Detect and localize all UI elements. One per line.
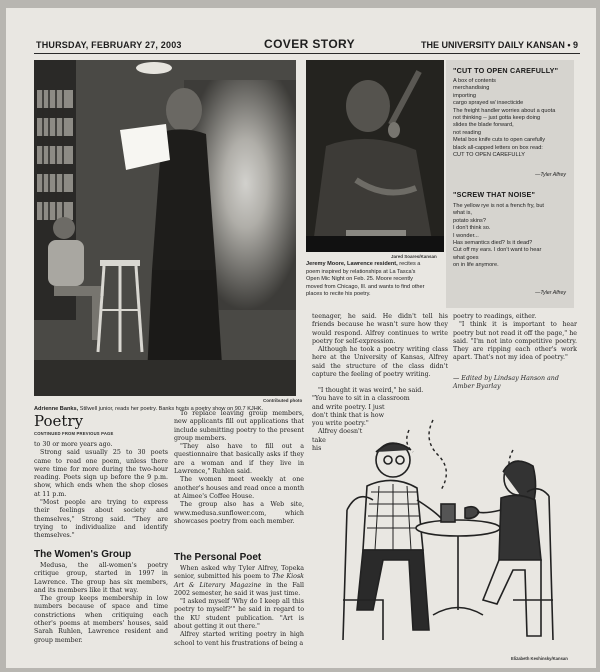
paragraph: Alfrey started writing poetry in high school to vent his frustrations of being a bbox=[174, 631, 304, 647]
poem1-line: cargo sprayed w/ insecticide bbox=[453, 100, 524, 107]
photo1-credit: Contributed photo bbox=[263, 398, 303, 403]
photo2-credit: Jared Soares/Kansan bbox=[391, 254, 437, 259]
story-column-4 bbox=[453, 313, 577, 363]
paragraph: The women meet weekly at one another's houses and read once a month at Aimee's Coffee House. bbox=[174, 476, 304, 500]
poem1-body bbox=[453, 78, 555, 159]
poem1-line: black all-capped letters on box read: bbox=[453, 144, 543, 151]
paragraph-text: in the Fall 2002 semester, he said it was just time. bbox=[174, 581, 304, 597]
poem2-line: potato skins? bbox=[453, 217, 486, 224]
poem1-line: not reading bbox=[453, 129, 481, 136]
poet-photo-image bbox=[306, 60, 444, 252]
poem1-line: not thinking -- just gotta keep doing bbox=[453, 115, 541, 122]
story-column-1b bbox=[34, 562, 168, 645]
poem1-line: Metal box knife cuts to open carefully bbox=[453, 137, 546, 144]
subhead-womens-group: The Women's Group bbox=[34, 549, 132, 560]
poem2-line: Has semantics died? Is it dead? bbox=[453, 240, 533, 247]
newspaper-page bbox=[6, 8, 596, 668]
paper-name: THE UNIVERSITY DAILY KANSAN bbox=[420, 40, 565, 50]
reading-photo bbox=[34, 60, 296, 396]
quote-line: and write poetry. I just bbox=[312, 403, 385, 411]
poem2-line: what is, bbox=[453, 210, 472, 217]
story-column-2b bbox=[174, 565, 304, 648]
photo2-caption-line-3: moved from Chicago, Ill. and wants to find other bbox=[306, 283, 425, 290]
story-column-1 bbox=[34, 441, 168, 541]
open-mic-photo bbox=[306, 60, 444, 252]
reader-photo-image bbox=[34, 60, 296, 396]
quote-line: take bbox=[312, 436, 326, 444]
illustration-credit: Elizabeth Keshinsky/Kansan bbox=[511, 656, 568, 661]
photo2-caption-name: Jeremy Moore, Lawrence resident, bbox=[306, 261, 398, 267]
paragraph: teenager, he said. He didn't tell his friends because he wasn't sure how they would respond. Alfrey continues to write poetry for self-expression. bbox=[312, 313, 448, 345]
photo2-caption-line bbox=[306, 261, 448, 269]
poem2-line: on in life anymore. bbox=[453, 262, 499, 269]
paragraph: "They also have to fill out a questionnaire that basically asks if they are a woman and if they live in Lawrence," Ruhlen said. bbox=[174, 443, 304, 476]
paragraph bbox=[174, 565, 304, 598]
photo2-caption-line-2: Open Mic Night on Feb. 25. Moore recently bbox=[306, 276, 413, 282]
poem1-line: merchandising bbox=[453, 85, 490, 92]
section-title: COVER STORY bbox=[264, 37, 356, 51]
editor-credit: — Edited by Lindsay Hanson and Amber Byarlay bbox=[453, 375, 559, 391]
paragraph: Although he took a poetry writing class here at the University of Kansas, Alfrey said the structure of the class didn't capture the feeling of poetry writing. bbox=[312, 346, 448, 379]
photo1-caption-name: Adrienne Banks, bbox=[34, 406, 79, 412]
poem1-line: The freight handler worries about a quota bbox=[453, 107, 556, 114]
poem1-title: "CUT TO OPEN CAREFULLY" bbox=[453, 66, 559, 75]
poems-sidebar bbox=[446, 60, 574, 308]
header-rule bbox=[34, 53, 580, 54]
quote-line: don't think that is how bbox=[312, 411, 384, 419]
poem1-line: CUT TO OPEN CAREFULLY bbox=[453, 152, 526, 159]
poem2-title: "SCREW THAT NOISE" bbox=[453, 190, 536, 199]
paragraph: "I think it is important to hear poetry but not read it off the page," he said. "I'm not into competitive poetry. They are ripping each other's work apart. That's not my idea of poetry." bbox=[453, 321, 577, 362]
poem2-line: I wonder... bbox=[453, 232, 479, 239]
poem1-line: A box of contents bbox=[453, 78, 496, 84]
poem1-line: importing bbox=[453, 92, 477, 99]
quote-line: you write poetry." bbox=[312, 420, 369, 428]
poem2-line: The yellow rye is not a french fry, but bbox=[453, 203, 544, 209]
photo2-caption-line-1: poem inspired by relationships at La Tasca's bbox=[306, 268, 416, 275]
poem2-line: what goes bbox=[453, 254, 479, 261]
continued-label: CONTINUED FROM PREVIOUS PAGE bbox=[34, 431, 114, 436]
magazine-title: The Kiosk Art & Literary Magazine bbox=[174, 573, 304, 589]
poem2-body bbox=[453, 203, 544, 270]
poem2-line: Cut off my ears. I don't want to hear bbox=[453, 247, 542, 254]
paragraph: "Most people are trying to express their feelings about society and themselves," Strong said. "They are trying to individualize and identify themselves." bbox=[34, 499, 168, 540]
quote-line: his bbox=[312, 445, 322, 453]
photo2-caption bbox=[306, 261, 448, 299]
paragraph: Medusa, the all-women's poetry critique group, started in 1997 in Lawrence. The group has six members, and its members like it that way. bbox=[34, 562, 168, 594]
story-column-3 bbox=[312, 313, 448, 379]
subhead-personal-poet: The Personal Poet bbox=[174, 552, 262, 563]
photo2-caption-line-4: places to recite his poetry. bbox=[306, 291, 371, 297]
paragraph: The group keeps membership in low numbers because of space and time constrictions when critiquing each other's poems at members' houses, said Sarah Ruhlen, Lawrence resident and group member. bbox=[34, 595, 168, 644]
paragraph: To replace leaving group members, new applicants fill out applications that include submitting poetry to the present group members. bbox=[174, 410, 304, 442]
cafe-illustration bbox=[313, 400, 575, 662]
paragraph-text: When asked why Tyler Alfrey, Topeka senior, submitted his poem to bbox=[174, 565, 304, 581]
paragraph: Strong said usually 25 to 30 poets came to read one poem, unless there were time for more during the two-hour reading. Poets sign up before the 9 p.m. show, which ends when the shop closes at 11 p.m. bbox=[34, 449, 168, 498]
poem2-credit: —Tyler Alfrey bbox=[535, 290, 566, 296]
paragraph: poetry to readings, either. bbox=[453, 313, 537, 320]
poem2-line: I don't think so. bbox=[453, 225, 491, 232]
poem1-credit: —Tyler Alfrey bbox=[535, 172, 566, 178]
paragraph: "I asked myself 'Why do I keep all this poetry to myself?'" he said in regard to the KU student publication. "Art is about getting it out there." bbox=[174, 598, 304, 631]
quote-line: "You have to sit in a classroom bbox=[312, 395, 410, 403]
header-date: THURSDAY, FEBRUARY 27, 2003 bbox=[36, 40, 182, 50]
photo1-caption-text: Stilwell junior, reads her poetry. Banks hosts a poetry show on 90.7 KJHK. bbox=[79, 406, 264, 412]
couple-at-table-drawing bbox=[313, 400, 575, 662]
quote-line: "I thought it was weird," he said. bbox=[318, 387, 424, 394]
poem1-line: slides the blade forward, bbox=[453, 122, 514, 129]
newspaper-name: THE UNIVERSITY DAILY KANSAN • 9 bbox=[420, 40, 578, 50]
story-column-2 bbox=[174, 410, 304, 526]
page-number: 9 bbox=[572, 40, 578, 50]
photo2-caption-line-0: recites a bbox=[399, 261, 421, 267]
paragraph: The group also has a Web site, www.medusa.sunflower.com, which showcases poetry from each member. bbox=[174, 501, 304, 525]
quote-line: Alfrey doesn't bbox=[318, 428, 363, 436]
story-headline: Poetry bbox=[34, 412, 84, 430]
paragraph: to 30 or more years ago. bbox=[34, 441, 113, 448]
